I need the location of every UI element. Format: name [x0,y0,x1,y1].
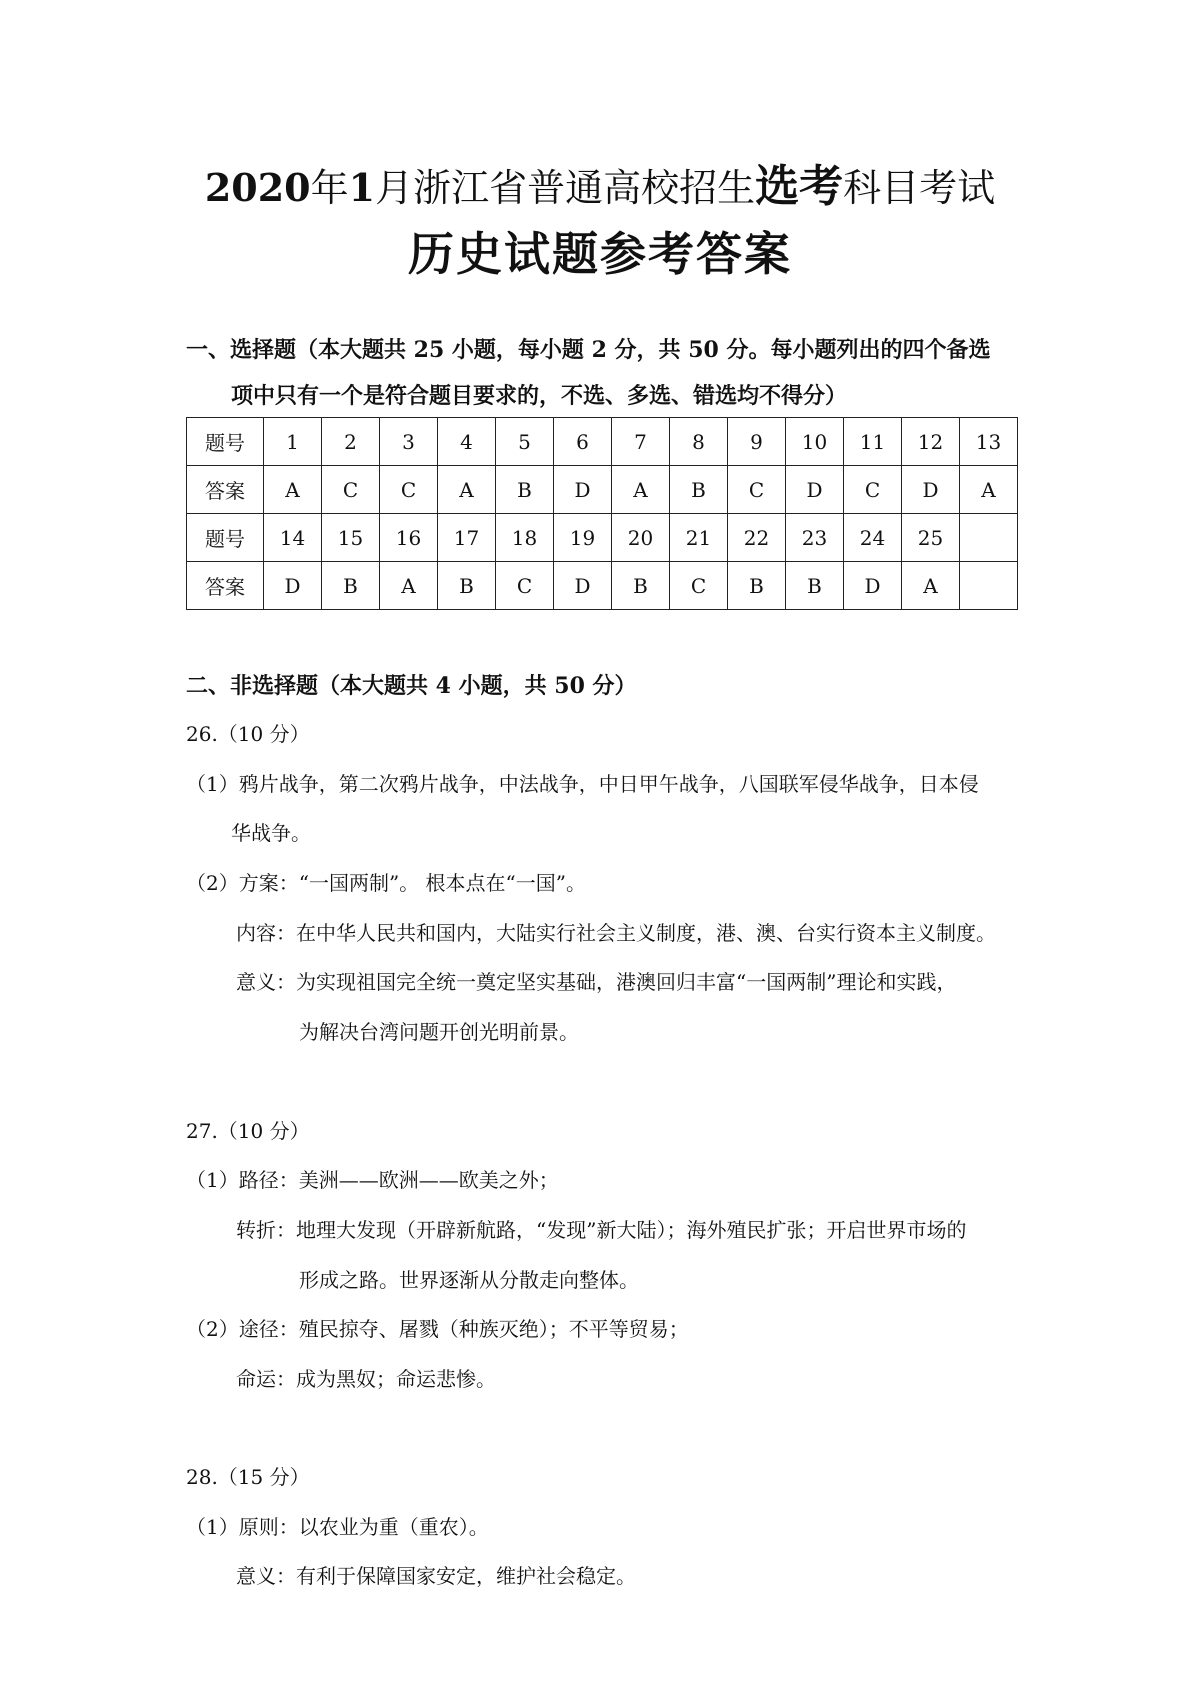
table-cell: A [264,466,322,514]
section1-heading-line2: 项中只有一个是符合题目要求的，不选、多选、错选均不得分） [231,383,848,409]
q27-part1-line3: 形成之路。世界逐渐从分散走向整体。 [299,1268,639,1292]
q27-header: 27.（10 分） [186,1119,310,1143]
table-row [187,466,1018,514]
table-row [187,418,1018,466]
table-cell: 14 [264,514,322,562]
q26-part1-line2: 华战争。 [231,821,311,845]
table-cell: 答案 [187,562,264,610]
table-cell: A [438,466,496,514]
table-cell: C [728,466,786,514]
q26-part2-line2: 内容：在中华人民共和国内，大陆实行社会主义制度，港、澳、台实行资本主义制度。 [236,921,996,945]
table-cell: 题号 [187,514,264,562]
table-cell: A [902,562,960,610]
q28-header: 28.（15 分） [186,1465,310,1489]
table-cell: C [496,562,554,610]
table-cell: 15 [322,514,380,562]
table-cell: 4 [438,418,496,466]
table-cell: D [902,466,960,514]
title-text-a: 月浙江省普通高校招生 [375,166,756,210]
table-cell: 10 [786,418,844,466]
table-cell: 11 [844,418,902,466]
title-emphasis: 选考 [755,161,844,212]
q26-header: 26.（10 分） [186,722,310,746]
table-cell: 13 [960,418,1018,466]
title-month: 1 [348,165,376,210]
table-cell: 6 [554,418,612,466]
q26-part2-line3: 意义：为实现祖国完全统一奠定坚实基础，港澳回归丰富“一国两制”理论和实践， [236,970,957,994]
table-cell: 22 [728,514,786,562]
table-cell: B [322,562,380,610]
table-row [187,514,1018,562]
table-cell: 16 [380,514,438,562]
table-cell: 20 [612,514,670,562]
table-cell: 8 [670,418,728,466]
table-cell: C [844,466,902,514]
table-cell: 12 [902,418,960,466]
q26-part1-line1: （1）鸦片战争，第二次鸦片战争，中法战争，中日甲午战争，八国联军侵华战争，日本侵 [186,772,979,796]
table-cell: 1 [264,418,322,466]
table-cell: 23 [786,514,844,562]
table-cell: B [786,562,844,610]
table-cell: 18 [496,514,554,562]
table-cell: 9 [728,418,786,466]
table-cell: 21 [670,514,728,562]
q26-part2-line4: 为解决台湾问题开创光明前景。 [299,1020,579,1044]
title-text-b: 科目考试 [843,166,996,210]
table-cell: B [670,466,728,514]
table-cell: 7 [612,418,670,466]
q27-part2-line1: （2）途径：殖民掠夺、屠戮（种族灭绝）；不平等贸易； [186,1317,689,1341]
table-cell: C [380,466,438,514]
table-cell: D [264,562,322,610]
table-cell: B [438,562,496,610]
section1-heading-line1: 一、选择题（本大题共 25 小题，每小题 2 分，共 50 分。每小题列出的四个备选 [186,337,991,363]
answer-table [186,417,1018,610]
table-cell: 25 [902,514,960,562]
q26-part2-line1: （2）方案：“一国两制”。 根本点在“一国”。 [186,871,586,895]
document-title [0,150,1200,214]
table-cell: 3 [380,418,438,466]
title-year-unit: 年 [310,166,349,210]
table-cell: 19 [554,514,612,562]
table-cell: D [554,562,612,610]
table-cell: 答案 [187,466,264,514]
table-cell: 5 [496,418,554,466]
q27-part2-line2: 命运：成为黑奴；命运悲惨。 [236,1367,496,1391]
q27-part1-line1: （1）路径：美洲——欧洲——欧美之外； [186,1168,559,1192]
table-cell: D [786,466,844,514]
table-cell: A [380,562,438,610]
table-cell: D [844,562,902,610]
table-row [187,562,1018,610]
table-cell: 题号 [187,418,264,466]
table-cell: A [612,466,670,514]
table-cell: A [960,466,1018,514]
table-cell [960,562,1018,610]
q27-part1-line2: 转折：地理大发现（开辟新航路，“发现”新大陆）；海外殖民扩张；开启世界市场的 [236,1218,967,1242]
document-subtitle: 历史试题参考答案 [408,227,792,281]
title-year: 2020 [204,165,311,210]
table-cell: C [670,562,728,610]
table-cell: 2 [322,418,380,466]
table-cell: C [322,466,380,514]
table-cell: B [612,562,670,610]
table-cell [960,514,1018,562]
table-cell: D [554,466,612,514]
section2-heading: 二、非选择题（本大题共 4 小题，共 50 分） [186,673,637,699]
table-cell: B [728,562,786,610]
table-cell: 24 [844,514,902,562]
q28-part1-line1: （1）原则：以农业为重（重农）。 [186,1515,489,1539]
table-cell: B [496,466,554,514]
q28-part1-line2: 意义：有利于保障国家安定，维护社会稳定。 [236,1564,636,1588]
table-cell: 17 [438,514,496,562]
